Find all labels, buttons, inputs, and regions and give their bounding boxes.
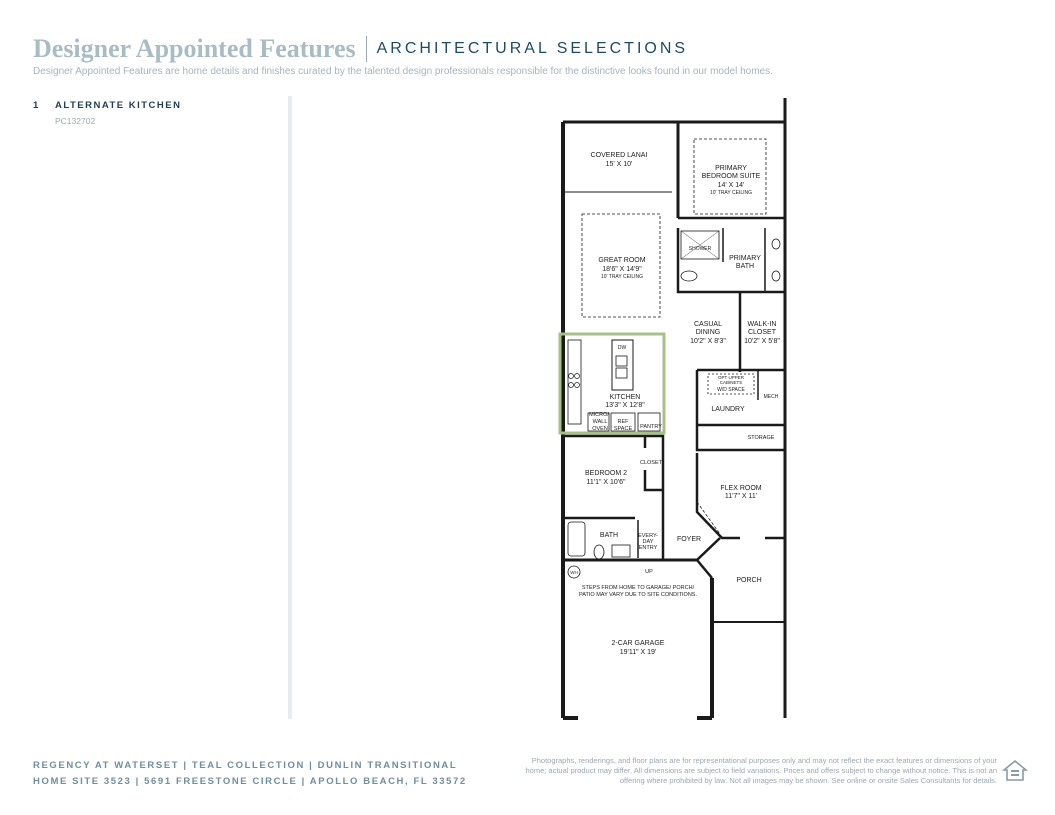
great-room-note: 10' TRAY CEILING [600,274,644,280]
kitchen-label: KITCHEN [609,394,641,401]
upper-cabinets-label2: CABINETS [719,380,743,385]
lanai-label: COVERED LANAI [590,152,648,159]
everyday-label2: DAY [642,539,654,545]
flex-room-label: FLEX ROOM [720,485,762,492]
micro-label3: OVEN [592,426,608,432]
page-title: Designer Appointed Features [33,34,356,63]
bath-sink-icon [772,239,780,249]
community-info [33,758,467,790]
equal-housing-icon [1002,758,1028,784]
vanity-icon [612,545,630,557]
wh-label: WH [570,570,578,575]
kitchen-counter-west [568,340,581,424]
primary-bath-label2: BATH [735,263,755,270]
bathtub-icon [568,522,585,556]
burner-icon [569,383,574,388]
community-line: REGENCY AT WATERSET | TEAL COLLECTION | DUNLIN TRANSITIONAL [33,760,458,771]
selection-item [33,100,181,111]
everyday-label1: EVERY- [638,533,658,539]
ref-label1: REF [617,419,629,425]
title-divider [366,36,367,62]
micro-label1: MICRO/ [589,412,609,418]
shower-label: SHOWER [688,246,712,252]
great-room-label: GREAT ROOM [598,257,646,264]
selection-code: PC132702 [55,116,96,126]
sink [616,356,627,366]
walkin-size: 10'2" X 5'8" [744,338,780,345]
shower-cross [681,231,719,259]
pantry-label: PANTRY [640,424,662,430]
toilet-icon [681,271,697,281]
upper-cabinets-label1: OPT UPPER [718,375,744,380]
flex-room-size: 11'7" X 11' [724,493,758,500]
casual-dining-label2: DINING [695,329,721,336]
primary-bed-label1: PRIMARY [715,165,747,172]
micro-label2: WALL [592,419,608,425]
laundry-label: LAUNDRY [711,406,745,413]
column-divider [288,96,292,719]
dishwasher-label: DW [617,345,627,351]
wd-space-label: W/D SPACE [717,387,745,393]
selection-number: 1 [33,100,40,111]
bedroom2-label: BEDROOM 2 [584,470,628,477]
wall-garage [563,578,712,718]
primary-bed-size: 14' X 14' [717,182,745,189]
casual-dining-size: 10'2" X 8'3" [690,338,726,345]
selection-name: ALTERNATE KITCHEN [55,100,182,111]
primary-bed-note: 10' TRAY CEILING [709,190,753,196]
walkin-label1: WALK-IN [747,321,777,328]
ref-label2: SPACE [613,426,633,432]
wall-bedroom2 [563,436,663,518]
walkin-label2: CLOSET [747,329,777,336]
selection-list [33,100,181,126]
page-description: Designer Appointed Features are home details and finishes curated by the talented design professionals responsible for the distinctive looks found in our model homes. [33,66,773,77]
garage-label: 2-CAR GARAGE [611,640,665,647]
flex-opening [697,502,720,534]
everyday-label3: ENTRY [638,545,658,551]
primary-bed-label2: BEDROOM SUITE [701,173,761,180]
steps-note-line1: STEPS FROM HOME TO GARAGE/ PORCH/ [581,585,695,591]
bath-sink-icon [772,271,780,281]
porch-label: PORCH [736,577,762,584]
disclaimer: Photographs, renderings, and floor plans are for representational purposes only and may not reflect the exact features or dimensions of your home; actual product may differ. All dimensions are subject to field variations. Prices and offers subject to change without notice. This is not an offering where prohibited by law. Not all images may be shown. See online or onsite Sales Consultants for details. [525,756,997,785]
foyer-label: FOYER [676,536,702,543]
burner-icon [575,374,580,379]
bedroom2-size: 11'1" X 10'6" [586,479,626,486]
floor-plan [548,94,798,724]
casual-dining-label1: CASUAL [693,321,723,328]
mech-label: MECH [763,394,779,400]
sink2 [616,368,627,378]
address-line: HOME SITE 3523 | 5691 FREESTONE CIRCLE | APOLLO BEACH, FL 33572 [33,776,467,787]
kitchen-size: 13'3" X 12'8" [605,402,645,409]
burner-icon [575,383,580,388]
great-room-size: 18'6" X 14'9" [602,266,642,273]
wall-porch-door [697,538,720,578]
primary-bath-label1: PRIMARY [729,255,761,262]
toilet-icon [594,545,604,559]
burner-icon [569,374,574,379]
closet-label: CLOSET [639,460,663,466]
up-label: UP [645,569,653,575]
bath-label: BATH [599,532,619,539]
page-header [33,34,688,64]
storage-label: STORAGE [747,435,775,441]
lanai-size: 15' X 10' [605,161,633,168]
steps-note-line2: PATIO MAY VARY DUE TO SITE CONDITIONS. [579,592,697,598]
section-title: ARCHITECTURAL SELECTIONS [376,40,689,57]
garage-size: 19'11" X 19' [619,649,657,656]
